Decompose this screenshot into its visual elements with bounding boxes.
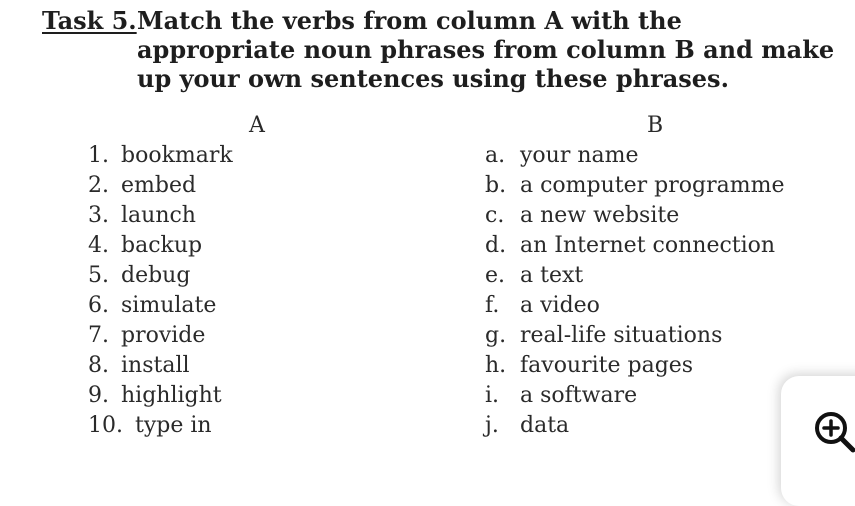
verb-text: highlight <box>121 383 222 408</box>
phrase-item <box>485 141 784 171</box>
item-letter: g. <box>485 323 507 348</box>
column-b-heading: B <box>647 113 664 138</box>
verb-text: provide <box>121 323 206 348</box>
verb-item <box>88 411 233 441</box>
phrase-text: real-life situations <box>520 323 723 348</box>
verb-item <box>88 261 233 291</box>
item-letter: c. <box>485 203 505 228</box>
verb-item <box>88 201 233 231</box>
phrase-item <box>485 261 784 291</box>
phrase-text: a computer programme <box>520 173 785 198</box>
column-a-heading: A <box>249 113 265 138</box>
phrase-item <box>485 351 784 381</box>
verb-text: backup <box>121 233 203 258</box>
phrase-item <box>485 201 784 231</box>
item-number: 3. <box>88 203 109 228</box>
phrase-text: a software <box>520 383 638 408</box>
task-instruction: Match the verbs from column A with the appropriate noun phrases from column B and make up your own sentences using these phrases. <box>137 6 835 93</box>
verb-item <box>88 351 233 381</box>
phrase-item <box>485 321 784 351</box>
item-letter: j. <box>485 413 499 438</box>
verb-text: bookmark <box>121 143 233 168</box>
verb-text: install <box>121 353 190 378</box>
item-letter: h. <box>485 353 507 378</box>
verb-text: embed <box>121 173 197 198</box>
item-number: 9. <box>88 383 109 408</box>
verb-item <box>88 171 233 201</box>
task-label: Task 5. <box>42 6 137 35</box>
item-letter: a. <box>485 143 506 168</box>
phrase-text: data <box>520 413 570 438</box>
phrase-text: your name <box>520 143 639 168</box>
phrase-item <box>485 171 784 201</box>
verb-text: debug <box>121 263 191 288</box>
phrase-item <box>485 291 784 321</box>
item-letter: f. <box>485 293 500 318</box>
phrase-item <box>485 411 784 441</box>
verb-text: launch <box>121 203 196 228</box>
column-b-list <box>485 141 784 441</box>
verb-item <box>88 381 233 411</box>
verb-text: simulate <box>121 293 217 318</box>
item-number: 6. <box>88 293 109 318</box>
phrase-item <box>485 231 784 261</box>
item-number: 5. <box>88 263 109 288</box>
item-letter: i. <box>485 383 500 408</box>
item-letter: e. <box>485 263 506 288</box>
column-a-list <box>88 141 233 441</box>
item-number: 8. <box>88 353 109 378</box>
item-number: 10. <box>88 413 123 438</box>
verb-item <box>88 141 233 171</box>
phrase-text: a text <box>520 263 584 288</box>
phrase-text: an Internet connection <box>520 233 776 258</box>
item-number: 2. <box>88 173 109 198</box>
verb-item <box>88 231 233 261</box>
item-number: 7. <box>88 323 109 348</box>
item-number: 1. <box>88 143 109 168</box>
verb-item <box>88 321 233 351</box>
phrase-item <box>485 381 784 411</box>
item-letter: d. <box>485 233 507 258</box>
phrase-text: favourite pages <box>520 353 694 378</box>
verb-item <box>88 291 233 321</box>
zoom-in-icon[interactable] <box>812 409 855 453</box>
verb-text: type in <box>135 413 212 438</box>
phrase-text: a video <box>520 293 600 318</box>
item-number: 4. <box>88 233 109 258</box>
phrase-text: a new website <box>520 203 680 228</box>
item-letter: b. <box>485 173 507 198</box>
